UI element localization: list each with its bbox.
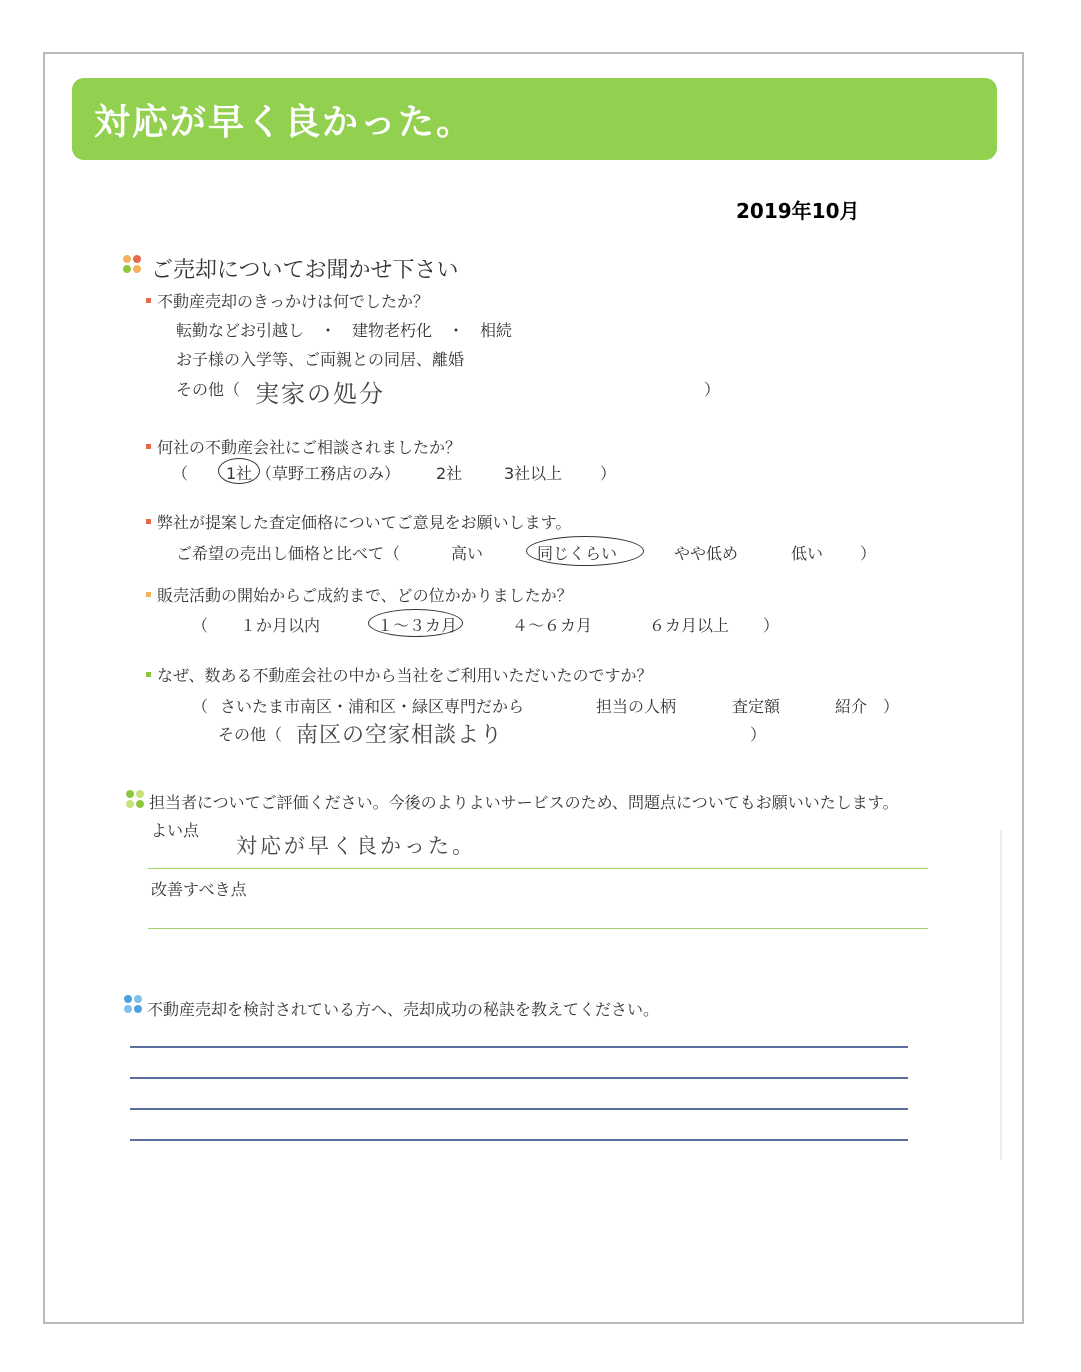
advice-rule-2 xyxy=(130,1077,908,1079)
good-point-handwritten-answer: 対応が早く良かった。 xyxy=(236,834,476,858)
green-dots-icon xyxy=(126,790,146,810)
scan-edge-shadow xyxy=(1000,830,1002,1160)
q5-question: なぜ、数ある不動産会社の中から当社をご利用いただいたのですか？ xyxy=(157,666,653,685)
q2-open: （ xyxy=(172,464,189,483)
q1-options-line1: 転勤などお引越し ・ 建物老朽化 ・ 相続 xyxy=(176,321,513,340)
q2-option-2: 2社 xyxy=(436,464,463,483)
advice-rule-4 xyxy=(130,1139,908,1141)
green-square-bullet-icon xyxy=(146,672,151,677)
orange-dots-icon xyxy=(123,255,143,275)
q2-option-1: 1社 xyxy=(226,464,253,483)
q2-question: 何社の不動産会社にご相談されましたか？ xyxy=(157,438,462,457)
section3-heading: 不動産売却を検討されている方へ、売却成功の秘訣を教えてください。 xyxy=(147,1000,660,1019)
improve-point-label: 改善すべき点 xyxy=(151,880,247,899)
red-square-bullet-icon xyxy=(146,298,151,303)
q1-handwritten-answer: 実家の処分 xyxy=(255,380,385,408)
q1-question: 不動産売却のきっかけは何でしたか？ xyxy=(157,292,430,311)
q3-question: 弊社が提案した査定価格についてご意見をお願いします。 xyxy=(157,513,572,532)
q5-close: ） xyxy=(883,697,900,716)
q4-option-2: １～３カ月 xyxy=(377,616,458,635)
red-square-bullet-icon xyxy=(146,444,151,449)
q5-option-3: 査定額 xyxy=(732,697,781,716)
q5-option-1: さいたま市南区・浦和区・緑区専門だから xyxy=(220,697,525,716)
q3-option-4: 低い xyxy=(791,544,824,563)
good-point-rule xyxy=(148,868,928,869)
q4-option-3: ４～６カ月 xyxy=(512,616,593,635)
section1-heading: ご売却についてお聞かせ下さい xyxy=(151,258,459,283)
q4-open: （ xyxy=(192,616,209,635)
q2-option-3: 3社以上 xyxy=(504,464,563,483)
title-banner xyxy=(72,78,997,160)
q4-question: 販売活動の開始からご成約まで、どの位かかりましたか？ xyxy=(157,586,573,605)
orange-square-bullet-icon xyxy=(146,592,151,597)
q5-handwritten-answer: 南区の空家相談より xyxy=(296,723,504,748)
date-label: 2019年10月 xyxy=(736,199,860,223)
improve-point-rule xyxy=(148,928,928,929)
q1-options-line2: お子様の入学等、ご両親との同居、離婚 xyxy=(176,350,465,369)
q3-lead: ご希望の売出し価格と比べて（ xyxy=(176,544,401,563)
q5-option-2: 担当の人柄 xyxy=(596,697,677,716)
advice-rule-3 xyxy=(130,1108,908,1110)
q3-close: ） xyxy=(860,544,877,563)
q5-open: （ xyxy=(192,697,209,716)
q1-other-label: その他（ xyxy=(176,380,241,399)
q5-other-label: その他（ xyxy=(218,725,283,744)
q5-other-close: ） xyxy=(750,725,767,744)
section2-heading: 担当者についてご評価ください。今後のよりよいサービスのため、問題点についてもお願いいたします。 xyxy=(149,793,899,812)
red-square-bullet-icon xyxy=(146,519,151,524)
q4-close: ） xyxy=(763,616,780,635)
q5-option-4: 紹介 xyxy=(835,697,868,716)
blue-dots-icon xyxy=(124,995,144,1015)
q2-close: ） xyxy=(600,464,617,483)
q4-option-1: １か月以内 xyxy=(240,616,321,635)
q3-option-2: 同じくらい xyxy=(537,544,618,563)
q3-option-3: やや低め xyxy=(674,544,739,563)
q4-option-4: ６カ月以上 xyxy=(649,616,730,635)
q3-option-1: 高い xyxy=(451,544,484,563)
good-point-label: よい点 xyxy=(151,821,200,840)
advice-rule-1 xyxy=(130,1046,908,1048)
q2-option-1-note: （草野工務店のみ） xyxy=(256,464,401,483)
page-frame xyxy=(43,52,1024,1324)
banner-title: 対応が早く良かった。 xyxy=(94,102,475,143)
q1-other-close: ） xyxy=(704,380,721,399)
